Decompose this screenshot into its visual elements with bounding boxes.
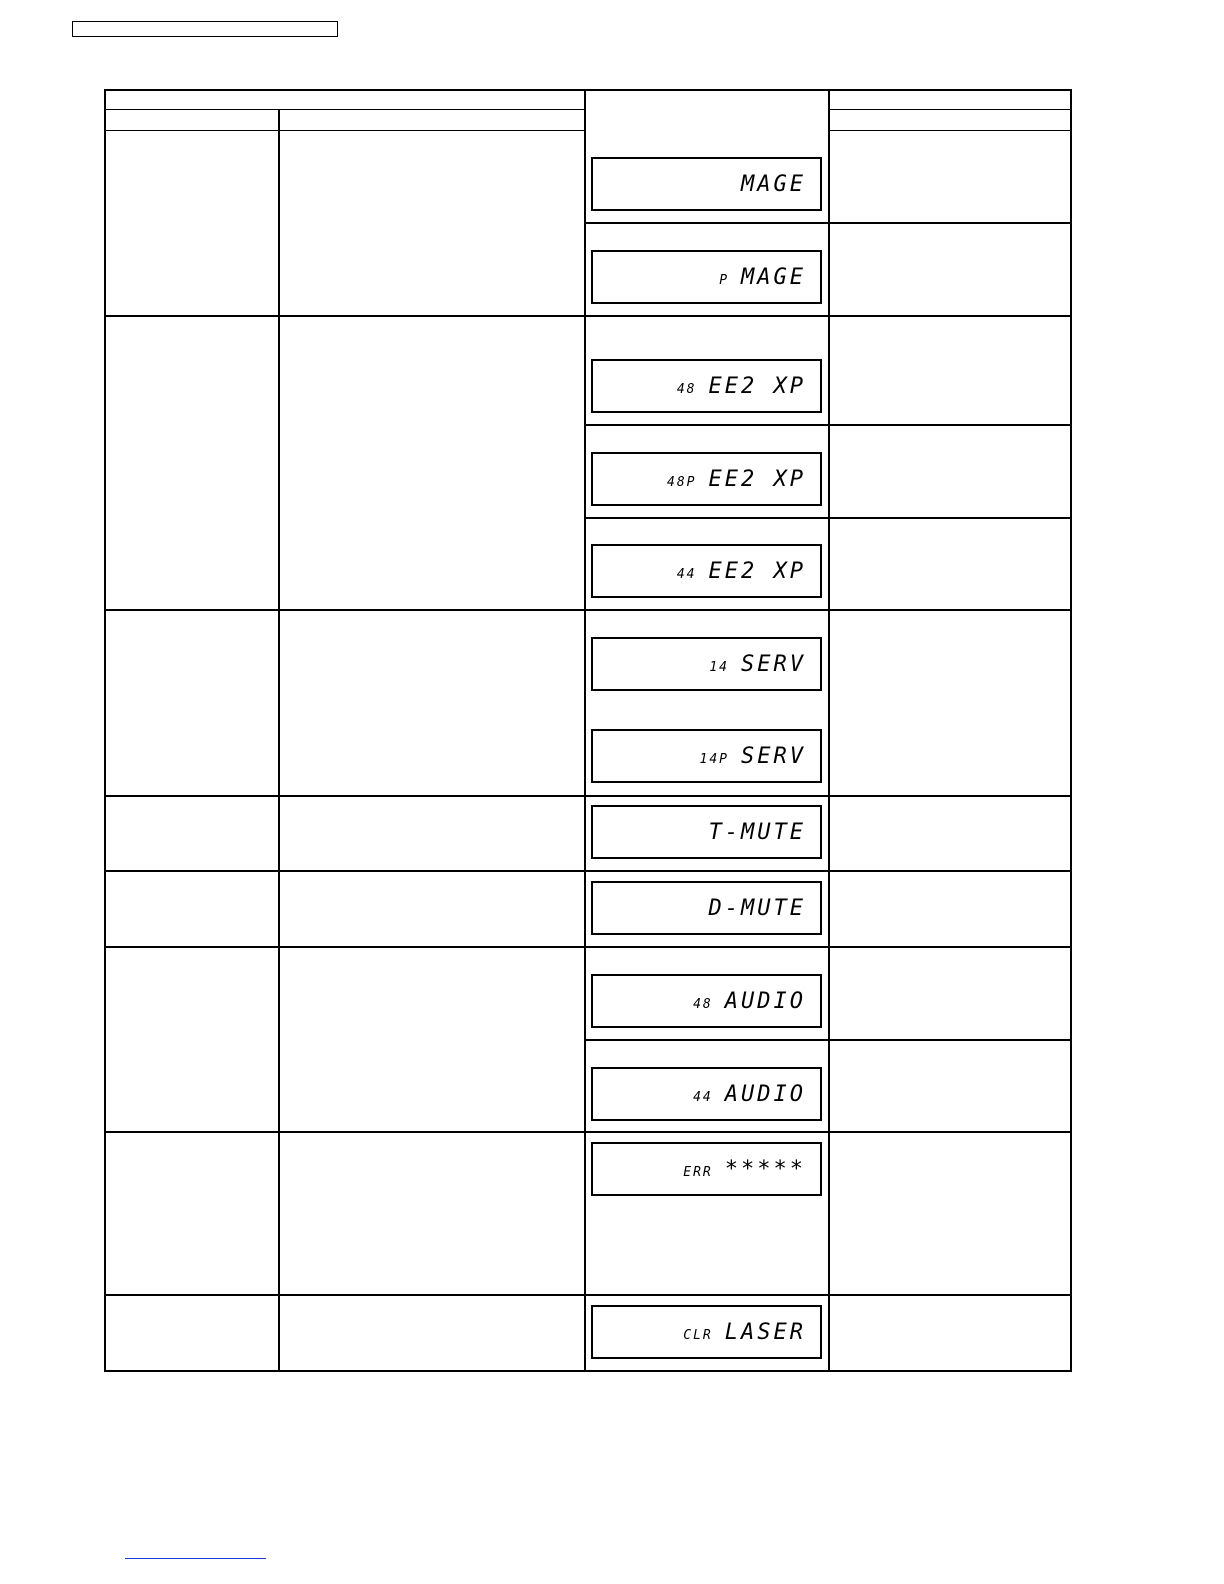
lcd-small-text: 44 [693, 1089, 713, 1105]
lcd-main-text: EE2 XP [708, 466, 806, 492]
column-divider-3 [828, 89, 830, 1372]
column-divider-1 [278, 109, 280, 1372]
lcd-display-44-eez-xp [591, 544, 822, 598]
lcd-display-48-audio [591, 974, 822, 1028]
lcd-display-44-audio [591, 1067, 822, 1121]
lcd-main-text: MAGE [741, 171, 806, 197]
row-divider [104, 870, 1072, 872]
header-field [72, 21, 338, 37]
lcd-main-text: LASER [724, 1319, 806, 1345]
row-divider [104, 946, 1072, 948]
header-row-divider-right [829, 109, 1072, 110]
row-divider [104, 315, 1072, 317]
lcd-small-text: 44 [676, 566, 697, 582]
lcd-display-p-mage [591, 250, 822, 304]
header-bottom-left [104, 130, 585, 131]
lcd-small-text: ERR [683, 1164, 713, 1180]
row-divider [104, 795, 1072, 797]
header-bottom-right [829, 130, 1072, 131]
lcd-small-text: 14 [709, 659, 730, 675]
lcd-display-d-mute [591, 881, 822, 935]
lcd-display-48-eez-xp [591, 359, 822, 413]
lcd-display-t-mute [591, 805, 822, 859]
lcd-display-err [591, 1142, 822, 1196]
sub-row-divider [585, 424, 1072, 426]
lcd-main-text: SERV [741, 651, 806, 677]
sub-row-divider [585, 1039, 1072, 1041]
lcd-display-14-serv [591, 637, 822, 691]
lcd-main-text: SERV [741, 743, 806, 769]
row-divider [104, 1131, 1072, 1133]
lcd-main-text: D-MUTE [708, 895, 806, 921]
lcd-display-14p-serv [591, 729, 822, 783]
lcd-main-text: T-MUTE [708, 819, 806, 845]
lcd-small-text: 14P [699, 751, 730, 767]
row-divider [104, 1294, 1072, 1296]
lcd-display-mage [591, 157, 822, 211]
lcd-small-text: 48 [676, 381, 697, 397]
lcd-main-text: EE2 XP [708, 373, 806, 399]
sub-row-divider [585, 222, 1072, 224]
lcd-main-text: EE2 XP [708, 558, 806, 584]
lcd-small-text: CLR [683, 1327, 713, 1343]
lcd-small-text: 48P [667, 474, 697, 490]
sub-row-divider [585, 517, 1072, 519]
lcd-main-text: AUDIO [724, 1081, 806, 1107]
mode-display-table [104, 89, 1072, 1372]
lcd-small-text: P [719, 272, 730, 288]
row-divider [104, 609, 1072, 611]
footer-link-underline [125, 1558, 266, 1559]
lcd-main-text: ***** [724, 1156, 806, 1182]
lcd-small-text: 48 [693, 996, 713, 1012]
header-row-divider [104, 109, 585, 110]
lcd-main-text: AUDIO [724, 988, 806, 1014]
column-divider-2 [584, 89, 586, 1372]
lcd-main-text: MAGE [741, 264, 806, 290]
lcd-display-clr-laser [591, 1305, 822, 1359]
lcd-display-48p-eez-xp [591, 452, 822, 506]
